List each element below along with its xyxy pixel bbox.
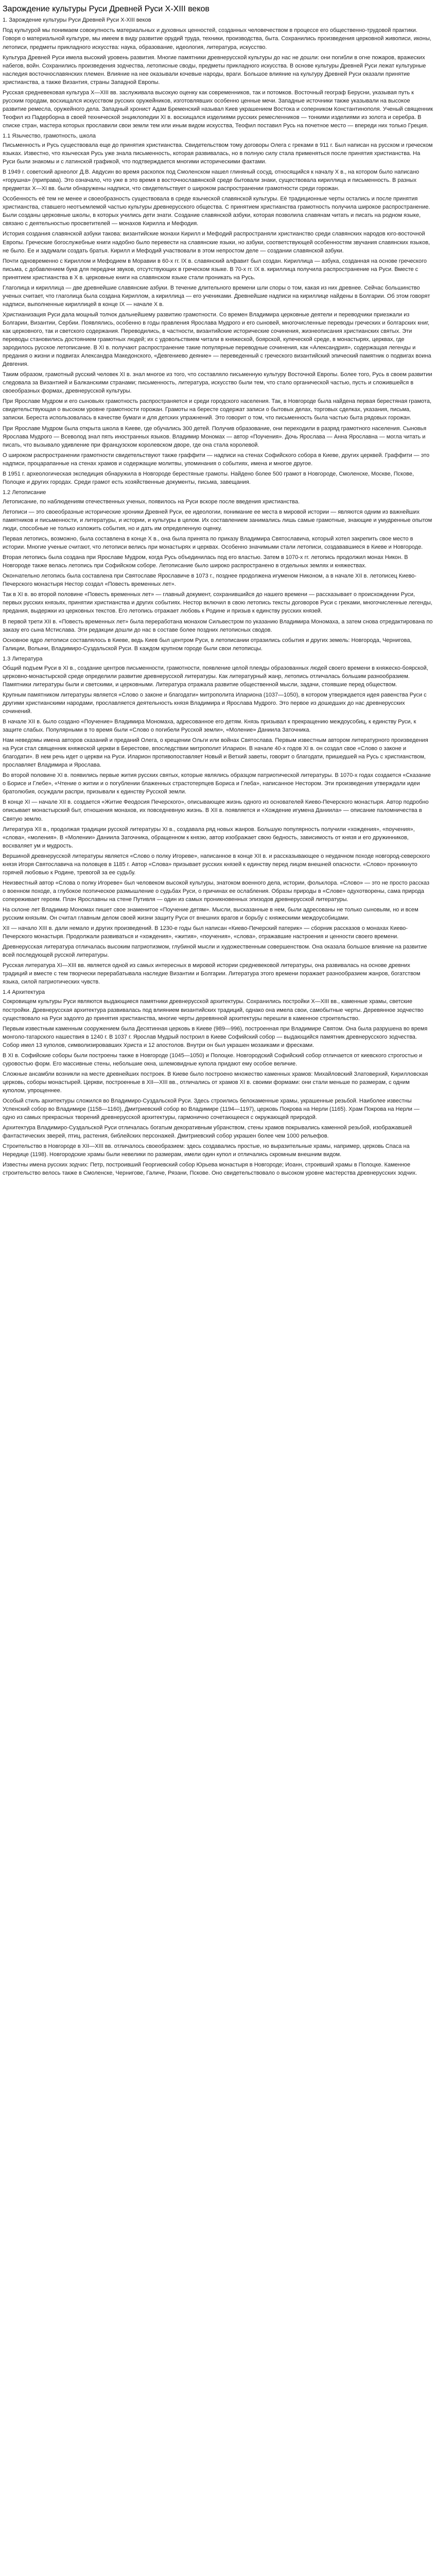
- paragraph: Крупным памятником литературы является «Слово о законе и благодати» митрополита Илариона (1037—1050), в котором утверждается идея равенства Руси с другими христианскими народами, прославляется деятельность князя Владимира и Ярослава Мудрого. Это первое из дошедших до нас древнерусских сочинений.: [3, 691, 427, 715]
- paragraph: Вершиной древнерусской литературы является «Слово о полку Игореве», написанное в конце XII в. и рассказывающее о неудачном походе новгород-северского князя Игоря Святославича на половцев в 1185 г. Автор «Слова» призывает русских князей к единству перед лицом внешней опасности. «Слово» проникнуто горячей любовью к Родине, тревогой за ее судьбу.: [3, 853, 430, 876]
- paragraph: Известны имена русских зодчих: Петр, построивший Георгиевский собор Юрьева монастыря в Новгороде; Иоанн, строивший храмы в Полоцке. Каменное строительство велось также в Смоленске, Чернигове, Галиче, Рязани, Пскове. Оно свидетельствовало о высоком уровне мастерства древнерусских зодчих.: [3, 1162, 417, 1177]
- paragraph: В первой трети XII в. «Повесть временных лет» была переработана монахом Сильвестром по указанию Владимира Мономаха, а затем снова отредактирована по заказу его сына Мстислава. Эти редакции дошли до нас в составе более поздних летописных сводов.: [3, 618, 433, 633]
- page-subtitle: 1. Зарождение культуры Руси Древней Руси X-XIII веков: [3, 17, 151, 24]
- paragraph: XII — начало XIII в. дали немало и других произведений. В 1230-е годы был написан «Киево-Печерский патерик» — сборник рассказов о монахах Киево-Печерского монастыря. Продолжали развиваться и «хождения», «жития», «поучения», «слова», отражавшие настроения и ценности своего времени.: [3, 925, 408, 940]
- paragraph: Неизвестный автор «Слова о полку Игореве» был человеком высокой культуры, знатоком военного дела, истории, фольклора. «Слово» — это не просто рассказ о военном походе, а глубокое поэтическое размышление о судьбах Руси, о причинах ее ослабления. Образы природы в «Слове» одухотворены, сама природа сопереживает героям. Плач Ярославны на стене Путивля — один из самых проникновенных эпизодов древнерусской литературы.: [3, 879, 430, 903]
- paragraph: Основное ядро летописи составлялось в Киеве, ведь Киев был центром Руси, в летописании отразились события и других земель: Новгорода, Чернигова, Галиции, Волыни, Владимиро-Суздальской Руси. В каждом крупном городе были свои летописцы.: [3, 637, 412, 652]
- page-title: Зарождение культуры Руси Древней Руси X-XIII веков: [3, 5, 210, 13]
- paragraph: Под культурой мы понимаем совокупность материальных и духовных ценностей, созданных человечеством в процессе его общественно-трудовой практики. Говоря о материальной культуре, мы имеем в виду развитие орудий труда, техники, производства, быта. Сохранились произведения церковной живописи, иконы, летописи, предметы прикладного искусства: наука, образование, идеология, литература, искусство.: [3, 27, 431, 50]
- paragraph: Летописи — это своеобразные исторические хроники Древней Руси, ее идеологии, понимание ее места в мировой истории — являются одним из важнейших памятников и письменности, и литературы, и истории, и культуры в целом. Их составлением занимались лишь самые грамотные, знающие и умудренные опытом люди, способные не только изложить события, но и дать им определенную оценку.: [3, 509, 432, 532]
- section-heading: 1.3 Литература: [3, 655, 43, 662]
- paragraph: Сложные ансамбли возникли на месте древнейших построек. В Киеве было построено множество каменных храмов: Михайловский Златоверхий, Кирилловская церковь, соборы монастырей. Церкви, построенные в XII—XIII вв., отличались от храмов XI в. своими формами: они стали меньше по размерам, с одним куполом, упрощеннее.: [3, 1071, 428, 1094]
- paragraph: Культура Древней Руси имела высокий уровень развития. Многие памятники древнерусской культуры до нас не дошли: они погибли в огне пожаров, вражеских набегов, войн. Сохранились произведения зодчества, летописные своды, предметы прикладного искусства. В основе культуры Древней Руси лежат культурные наследия восточнославянских племен. Влияние на нее оказывали кочевые народы, враги. Большое влияние на культуру Древней Руси оказали принятие христианства, а также Византия, страны Западной Европы.: [3, 54, 426, 86]
- paragraph: Архитектура Владимиро-Суздальской Руси отличалась богатым декоративным убранством, стены храмов покрывались каменной резьбой, изображавшей фантастических зверей, птиц, растения, библейских персонажей. Дмитриевский собор украшен более чем 1000 рельефов.: [3, 1125, 412, 1140]
- paragraph: В 1951 г. археологическая экспедиция обнаружила в Новгороде берестяные грамоты. Найдено более 500 грамот в Новгороде, Смоленске, Москве, Пскове, Полоцке и других городах. Среди грамот есть хозяйственные документы, письма, завещания.: [3, 470, 414, 485]
- paragraph: В конце XI — начале XII в. создается «Житие Феодосия Печерского», описывающее жизнь одного из основателей Киево-Печерского монастыря. Автор подробно описывает монастырский быт, отношения монахов, их повседневную жизнь. В XII в. появляется и «Хождение игумена Даниила» — описание паломничества в Святую землю.: [3, 799, 429, 822]
- paragraph: В начале XII в. было создано «Поучение» Владимира Мономаха, адресованное его детям. Князь призывал к прекращению междоусобиц, к единству Руси, к защите слабых. Популярными в то время были «Слово о погибели Русской земли», «Моление» Даниила Заточника.: [3, 719, 416, 734]
- paragraph: О широком распространении грамотности свидетельствуют также граффити — надписи на стенах Софийского собора в Киеве, других церквей. Граффити — это надписи, процарапанные на стенах храмов и содержащие молитвы, упоминания о событиях, имена и многое другое.: [3, 452, 430, 467]
- paragraph: Особый стиль архитектуры сложился во Владимиро-Суздальской Руси. Здесь строились белокаменные храмы, украшенные резьбой. Наиболее известны Успенский собор во Владимире (1158—1160), Дмитриевский собор во Владимире (1194—1197), церковь Покрова на Нерли (1165). Храм Покрова на Нерли — одно из самых прекрасных творений древнерусской архитектуры, гармонично сочетающееся с окружающей природой.: [3, 1097, 420, 1121]
- paragraph: Так в XI в. во второй половине «Повесть временных лет» — главный документ, сохранившийся до нашего времени — рассказывает о происхождении Руси, первых русских князьях, принятии христианства и других событиях. Нестор включил в свою летопись тексты договоров Руси с греками, многочисленные легенды, предания, выдержки из церковных текстов. Его летопись отражает любовь к Родине и призыв к единству русских князей.: [3, 591, 432, 615]
- paragraph: Первым известным каменным сооружением была Десятинная церковь в Киеве (989—996), построенная при Владимире Святом. Она была разрушена во время монголо-татарского нашествия в 1240 г. В 1037 г. Ярослав Мудрый построил в Киеве Софийский собор — выдающийся памятник древнерусского зодчества. Собор имел 13 куполов, символизировавших Христа и 12 апостолов. Внутри он был украшен мозаиками и фресками.: [3, 1025, 428, 1048]
- paragraph: Глаголица и кириллица — две древнейшие славянские азбуки. В течение длительного времени шли споры о том, какая из них древнее. Сейчас большинство ученых считает, что глаголица была создана Кириллом, а кириллица — его учениками. Древнейшие надписи на кириллице найдены в Болгарии. Об этом говорят надписи, выполненные кириллицей в конце IX — начале X в.: [3, 284, 430, 308]
- paragraph: Особенность её тем не менее и своеобразность существовала в среде языческой славянской культуры. Её традиционные черты остались и после принятия христианства, ставшего неотъемлемой частью культуры древнерусского общества. С принятием христианства грамотность получила широкое распространение. Были созданы церковные школы, в которых учились дети знати. Создание славянской азбуки, которая позволила славянам читать и писать на родном языке, связано с деятельностью просветителей — монахов Кирилла и Мефодия.: [3, 196, 430, 227]
- paragraph: Во второй половине XI в. появились первые жития русских святых, которые являлись образцом патриотической литературы. В 1070-х годах создается «Сказание о Борисе и Глебе», «Чтение о житии и о погублении блаженных страстотерпцев Бориса и Глеба», написанное Нестором. Эти произведения утверждали идеи братолюбия, осуждали распри, призывали к единству Русской земли.: [3, 772, 431, 795]
- paragraph: Древнерусская литература отличалась высоким патриотизмом, глубиной мысли и художественным совершенством. Она оказала большое влияние на развитие всей последующей русской литературы.: [3, 944, 427, 959]
- section-heading: 1.2 Летописание: [3, 489, 46, 496]
- paragraph: Таким образом, грамотный русский человек XI в. знал многое из того, что составляло письменную культуру Восточной Европы. Более того, Русь в своем развитии следовала за Византией и Балканскими странами; письменность, литература, искусство были тем, что стало органической частью, пусть и сложившейся в своеобразных формах, древнерусской культуры.: [3, 371, 432, 395]
- paragraph: Летописание, по наблюдениям отечественных ученых, появилось на Руси вскоре после введения христианства.: [3, 498, 300, 505]
- paragraph: Сокровищем культуры Руси являются выдающиеся памятники древнерусской архитектуры. Сохранились постройки X—XIII вв., каменные храмы, светские постройки. Древнерусская архитектура развивалась под влиянием византийских традиций, однако она имела свои, самобытные черты. Деревянное зодчество существовало на Руси задолго до принятия христианства, многие черты деревянной архитектуры перешли в каменное строительство.: [3, 998, 424, 1022]
- paragraph: Строительство в Новгороде в XII—XIII вв. отличалось своеобразием: здесь создавались простые, но выразительные храмы, например, церковь Спаса на Нередице (1198). Новгородские храмы были невелики по размерам, имели один купол и отличались скромным внешним видом.: [3, 1143, 410, 1158]
- paragraph: При Ярославе Мудром была открыта школа в Киеве, где обучались 300 детей. Получив образование, они переходили в разряд грамотного населения. Сыновья Ярослава Мудрого — Всеволод знал пять иностранных языков. Владимир Мономах — автор «Поучения». Дочь Ярослава — Анна Ярославна — могла читать и писать, что вызывало удивление при французском королевском дворе, где она стала королевой.: [3, 425, 427, 448]
- paragraph: На склоне лет Владимир Мономах пишет свое знаменитое «Поучение детям». Мысли, высказанные в нем, были адресованы не только сыновьям, но и всем русским князьям. Он считал главным делом своей жизни защиту Руси от внешних врагов и борьбу с княжескими междоусобицами.: [3, 907, 418, 922]
- paragraph: Письменность и Русь существовала еще до принятия христианства. Свидетельством тому договоры Олега с греками в 911 г. Был написан на русском и греческом языках. Известно, что языческая Русь уже знала письменность, которая развивалась, но в полную силу стала применяться после принятия христианства. На Руси были знакомы и с латинской графикой, что подтверждается многими историческими фактами.: [3, 142, 433, 165]
- paragraph: Вторая летопись была создана при Ярославе Мудром, когда Русь объединилась под его властью. Затем в 1070-х гг. летопись продолжил монах Никон. В Новгороде также велась летопись при Софийском соборе. Летописание было широко распространено в отдельных землях и княжествах.: [3, 554, 408, 569]
- paragraph: Литература XII в., продолжая традиции русской литературы XI в., создавала ряд новых жанров. Большую популярность получили «хождения», «поучения», «слова», «моления». В «Молении» Даниила Заточника, обращенном к князю, автор изображает свою бедность, зависимость от князя и его дружинников, восхваляет ум и мудрость.: [3, 826, 415, 849]
- paragraph: В XI в. Софийские соборы были построены также в Новгороде (1045—1050) и Полоцке. Новгородский Софийский собор отличается от киевского строгостью и суровостью форм. Его массивные стены, небольшие окна, шлемовидные купола придают ему особое величие.: [3, 1052, 423, 1067]
- paragraph: Почти одновременно с Кириллом и Мефодием в Моравии в 60-х гг. IX в. славянский алфавит был создан. Кириллица — азбука, созданная на основе греческого письма, с добавлением букв для передачи звуков, отсутствующих в греческом языке. В 70-х гг. IX в. кириллица получила распространение на Руси. Вместе с принятием христианства в X в. церковные книги на славянском языке стали проникать на Русь.: [3, 258, 427, 281]
- section-heading: 1.1 Язычество, грамотность, школа: [3, 132, 96, 139]
- paragraph: История создания славянской азбуки такова: византийские монахи Кирилл и Мефодий распространяли христианство среди славянских народов юго-восточной Европы. Греческие богослужебные книги надобно было перевести на славянские языки, но азбуки, соответствующей особенностям звучания славянских языков, не было. Ее и задумали создать братья. Кирилл и Мефодий участвовали в этом непростом деле — создании славянской азбуки.: [3, 231, 430, 254]
- paragraph: При Ярославе Мудром и его сыновьях грамотность распространяется и среди городского населения. Так, в Новгороде была найдена первая берестяная грамота, свидетельствующая о высоком уровне грамотности горожан. Грамоты на бересте содержат записи о бытовых делах, торговых сделках, указания, письма, записки. Береста использовалась в качестве бумаги и для детских упражнений. Это говорит о том, что письменность была частью быта рядовых горожан.: [3, 398, 432, 421]
- paragraph: В 1949 г. советский археолог Д.В. Авдусин во время раскопок под Смоленском нашел глиняный сосуд, относящийся к началу X в., на котором было написано «горушна» (приправа). Это означало, что уже в это время в восточнославянской среде бытовали знаки, существовала кириллица и письменность. В разных предметах X—XI вв. были обнаружены надписи, что свидетельствует о широком распространении грамотности среди горожан.: [3, 169, 420, 192]
- paragraph: Нам неведомы имена авторов сказаний и преданий Олега, о крещении Ольги или войнах Святослава. Первым известным автором литературного произведения на Руси стал священник княжеской церкви в Берестове, впоследствии митрополит Иларион. В начале 40-х годов XI в. он создал свое «Слово о законе и благодати». В нем речь идет о церкви на Руси. Иларион противопоставляет Новый и Ветхий заветы, говорит о благодати, пришедшей на Русь с христианством, прославляет Владимира и Ярослава.: [3, 737, 428, 769]
- document-body: [3, 26, 433, 1177]
- paragraph: Христианизация Руси дала мощный толчок дальнейшему развитию грамотности. Со времен Владимира церковные деятели и переводчики приезжали из Болгарии, Византии, Сербии. Появлялись, особенно в годы правления Ярослава Мудрого и его сыновей, многочисленные переводы греческих и болгарских книг, как церковного, так и светского содержания. Переводились, в частности, византийские исторические сочинения, жизнеописания христианских святых. Эти переводы становились достоянием грамотных людей; их с удовольствием читали в княжеской, боярской, купеческой среде, в монастырях, церквах, где зародилось русское летописание. В XI в. получают распространение такие популярные переводные сочинения, как «Александрия», содержащая легенды и предания о жизни и подвигах Александра Македонского, «Девгениево деяние» — переведенный с греческого византийский эпический памятник о подвигах воина Девгения.: [3, 311, 431, 368]
- document: [0, 0, 436, 1184]
- paragraph: Русская литература XI—XIII вв. является одной из самых интересных в мировой истории средневековой литературы, она развивалась на основе древних традиций и вместе с тем творчески перерабатывала наследие Византии и Болгарии. Литература этого времени поражает разнообразием жанров, богатством языка, силой патриотических чувств.: [3, 962, 421, 986]
- paragraph: Первая летопись, возможно, была составлена в конце X в., она была принята по приказу Владимира Святославича, который хотел закрепить свое место в истории. Многие ученые считают, что летописи велись при монастырях и церквах. Особенно значимыми стали летописи, создававшиеся в Киеве и Новгороде.: [3, 536, 423, 551]
- paragraph: Русская средневековая культура X—XIII вв. заслуживала высокую оценку как современников, так и потомков. Восточный географ Берусни, указывая путь к русским городам, восхищался искусством русских оружейников, изготовлявших особенно ценные мечи. Западные источники также указывали на высокое развитие ремесла, оружейного дела. Западный хронист Адам Бременский называл Киев украшением Востока и соперником Константинополя. Ученый священник Теофил из Падерборна в своей технической энциклопедии XI в. восхищался изделиями русских ремесленников — тонкими изделиями из золота и серебра. В списке стран, мастера которых прославили свои земли тем или иным видом искусства, Теофил поставил Русь на почетное место — впереди них только Греция.: [3, 89, 433, 129]
- section-heading: 1.4 Архитектура: [3, 989, 45, 996]
- paragraph: Общий подъем Руси в XI в., создание центров письменности, грамотности, появление целой плеяды образованных людей своего времени в княжеско-боярской, церковно-монастырской среде определили развитие древнерусской литературы. Как литературный жанр, летопись отличалась большим разнообразием. Памятники литературы были и светскими, и церковными. Литература отражала развитие общественной мысли, задачи, стоявшие перед обществом.: [3, 665, 428, 688]
- paragraph: Окончательно летопись была составлена при Святославе Ярославиче в 1073 г., позднее продолжена игуменом Никоном, а в начале XII в. летописец Киево-Печерского монастыря Нестор создал «Повесть временных лет».: [3, 573, 416, 588]
